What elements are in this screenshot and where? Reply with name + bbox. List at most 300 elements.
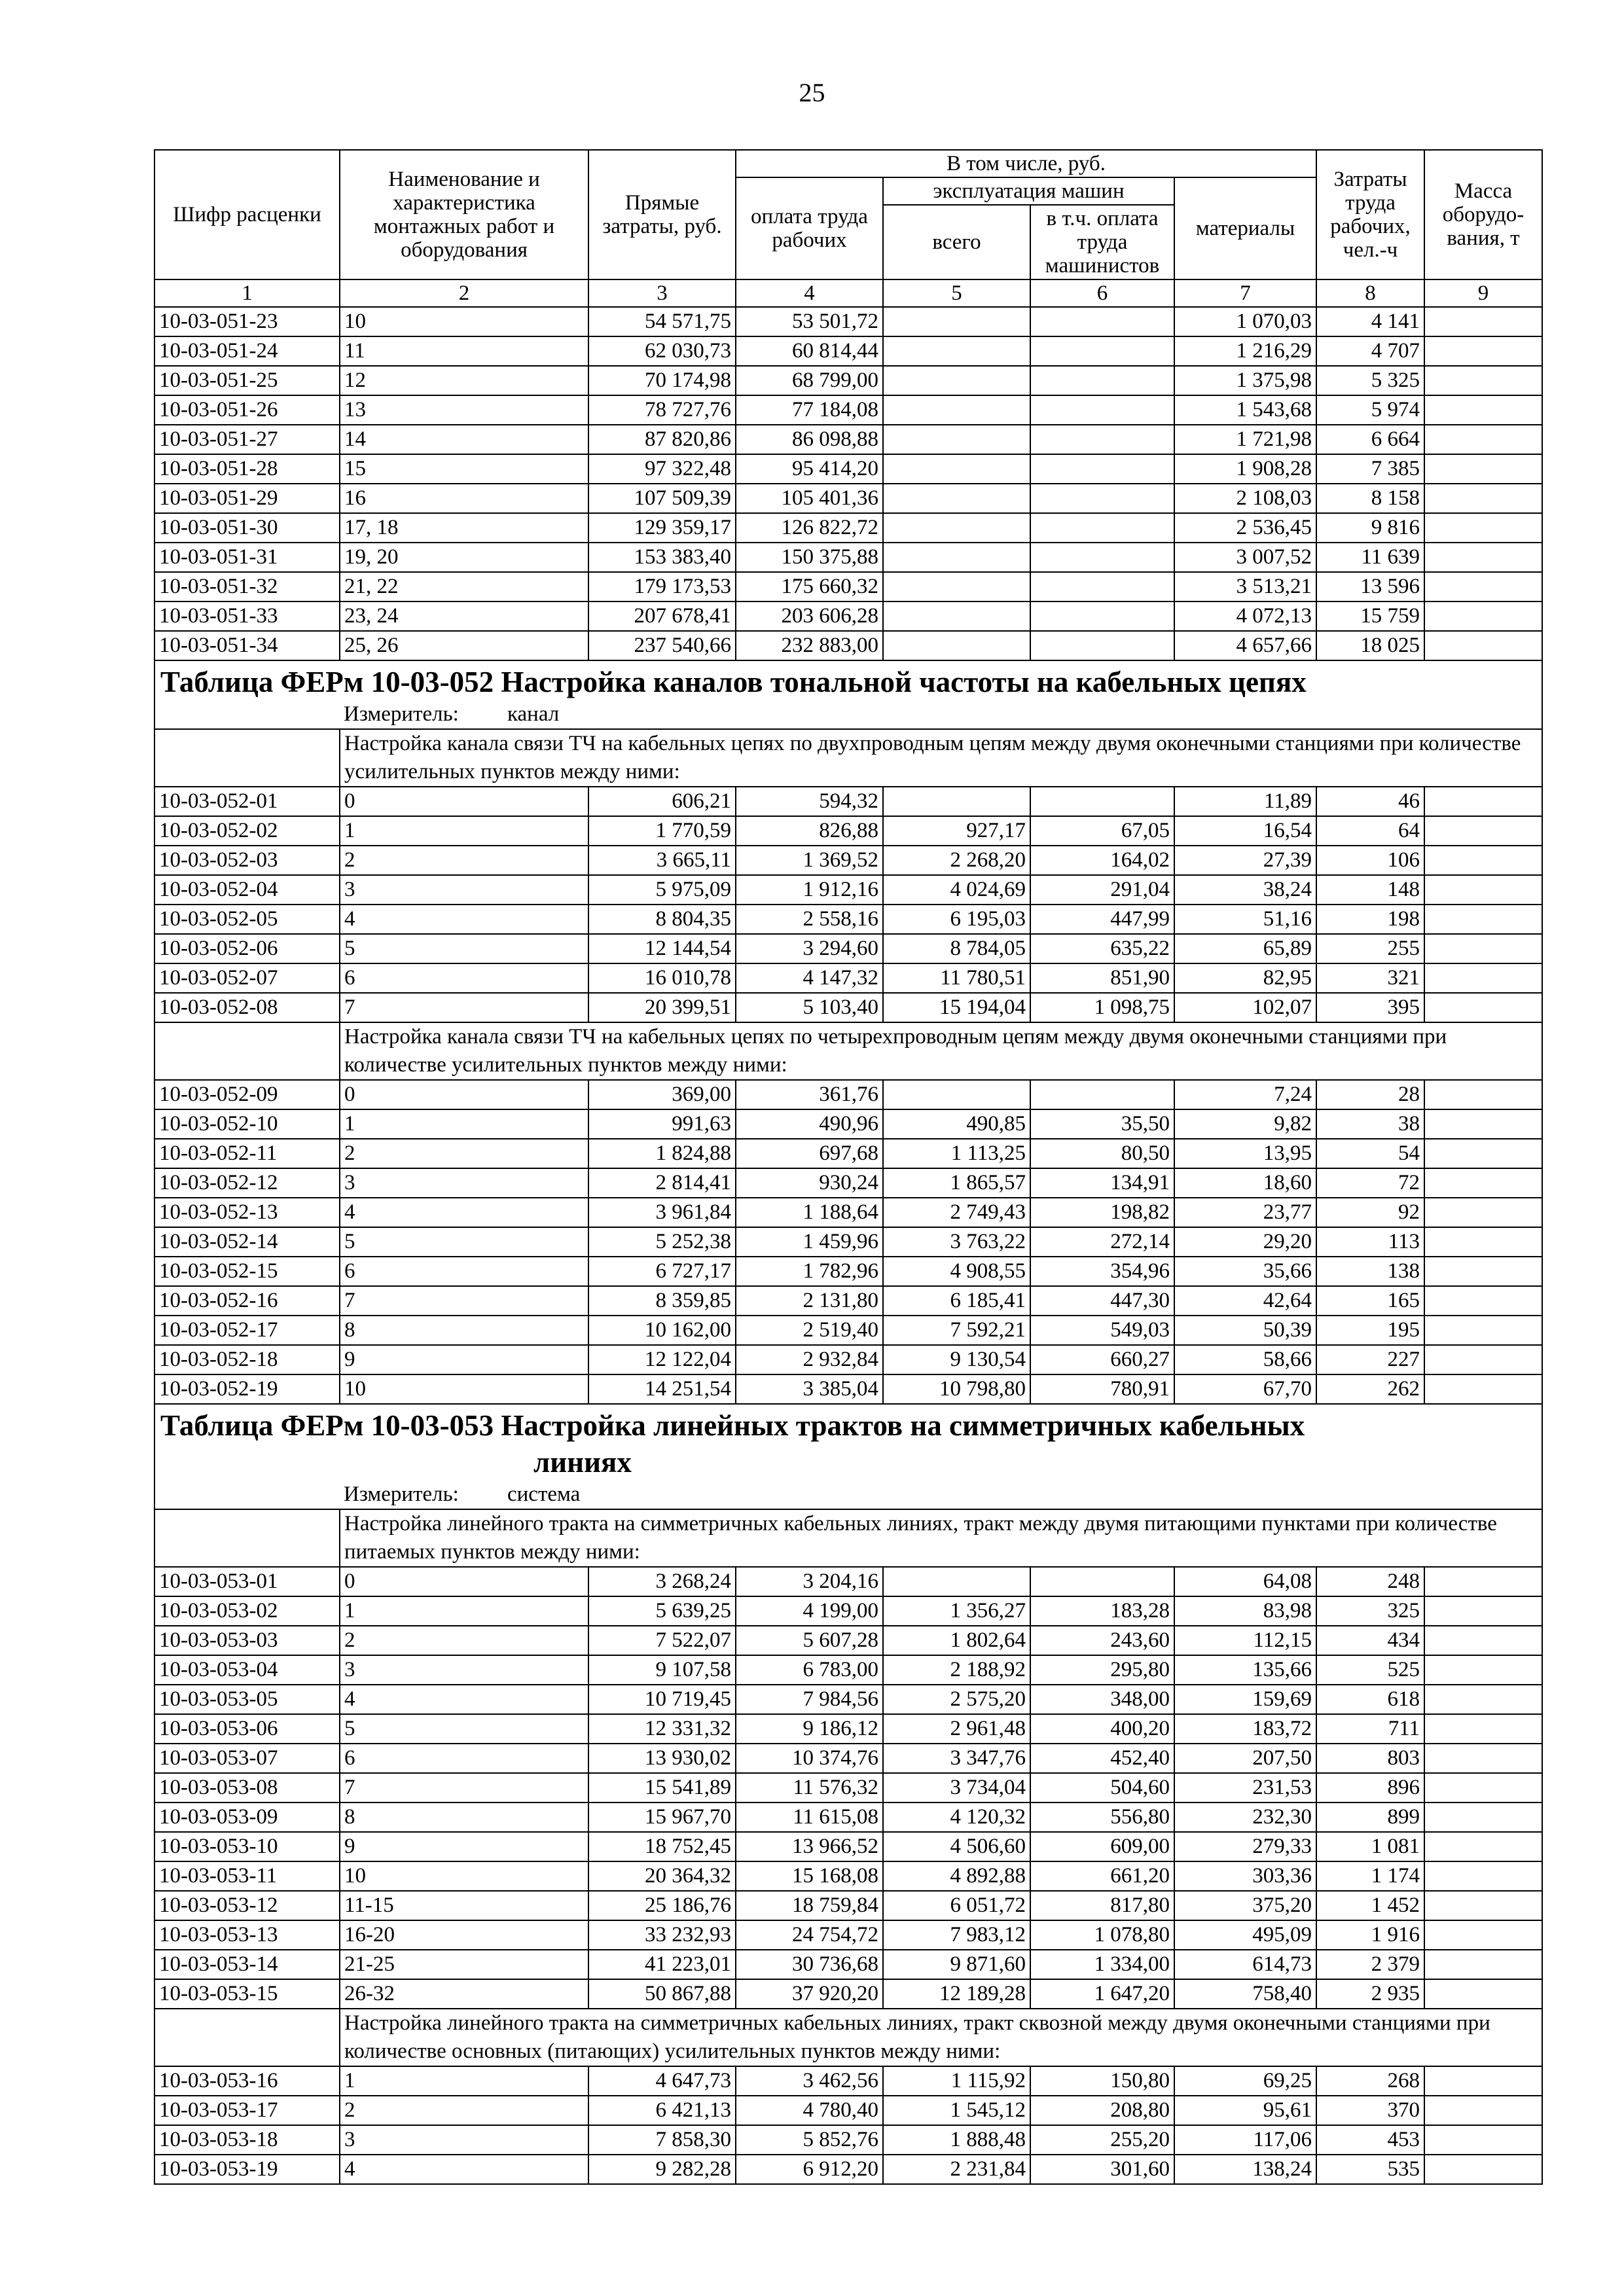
value-cell: 3 734,04 <box>883 1773 1030 1803</box>
value-cell: 8 359,85 <box>588 1286 736 1316</box>
value-cell: 51,16 <box>1174 905 1316 934</box>
value-cell: 453 <box>1316 2125 1424 2155</box>
work-characteristic: 9 <box>340 1345 588 1374</box>
table-row <box>154 1286 1542 1316</box>
value-cell <box>1424 1168 1542 1198</box>
rate-code: 10-03-052-01 <box>154 787 340 816</box>
value-cell: 826,88 <box>736 816 883 846</box>
table-row <box>154 1773 1542 1803</box>
value-cell: 4 199,00 <box>736 1596 883 1626</box>
value-cell: 11,89 <box>1174 787 1316 816</box>
rate-code: 10-03-053-18 <box>154 2125 340 2155</box>
value-cell: 495,09 <box>1174 1920 1316 1950</box>
table-body <box>154 307 1542 2184</box>
value-cell: 38 <box>1316 1109 1424 1139</box>
value-cell <box>1424 366 1542 395</box>
table-row <box>154 366 1542 395</box>
value-cell: 1 802,64 <box>883 1626 1030 1655</box>
value-cell: 8 784,05 <box>883 934 1030 963</box>
value-cell: 9 107,58 <box>588 1655 736 1685</box>
value-cell <box>1424 601 1542 631</box>
value-cell: 5 103,40 <box>736 993 883 1022</box>
value-cell <box>1030 543 1174 572</box>
value-cell: 1 113,25 <box>883 1139 1030 1168</box>
value-cell: 2 519,40 <box>736 1316 883 1345</box>
value-cell: 20 364,32 <box>588 1861 736 1891</box>
value-cell <box>1424 1567 1542 1596</box>
spacer-cell <box>154 729 340 787</box>
value-cell: 930,24 <box>736 1168 883 1198</box>
work-characteristic: 21, 22 <box>340 572 588 601</box>
value-cell: 237 540,66 <box>588 631 736 660</box>
column-number: 6 <box>1030 279 1174 307</box>
measure-label: Измеритель: <box>344 702 459 726</box>
value-cell <box>1424 631 1542 660</box>
rate-code: 10-03-053-15 <box>154 1979 340 2009</box>
value-cell <box>1424 1685 1542 1714</box>
value-cell <box>1030 601 1174 631</box>
table-row <box>154 1832 1542 1861</box>
value-cell: 3 268,24 <box>588 1567 736 1596</box>
table-row <box>154 2155 1542 2184</box>
work-characteristic: 26-32 <box>340 1979 588 2009</box>
value-cell <box>883 787 1030 816</box>
work-characteristic: 14 <box>340 425 588 454</box>
value-cell <box>1424 1714 1542 1744</box>
table-row <box>154 1626 1542 1655</box>
value-cell <box>883 484 1030 513</box>
value-cell: 660,27 <box>1030 1345 1174 1374</box>
value-cell: 92 <box>1316 1198 1424 1227</box>
value-cell <box>1030 425 1174 454</box>
value-cell: 15 967,70 <box>588 1803 736 1832</box>
value-cell: 4 647,73 <box>588 2066 736 2096</box>
value-cell: 9,82 <box>1174 1109 1316 1139</box>
rate-code: 10-03-052-05 <box>154 905 340 934</box>
table-row <box>154 816 1542 846</box>
value-cell: 2 749,43 <box>883 1198 1030 1227</box>
value-cell: 95,61 <box>1174 2096 1316 2125</box>
value-cell <box>1424 1773 1542 1803</box>
value-cell: 5 975,09 <box>588 875 736 905</box>
value-cell: 60 814,44 <box>736 336 883 366</box>
value-cell <box>1424 307 1542 336</box>
value-cell <box>883 307 1030 336</box>
value-cell: 3 763,22 <box>883 1227 1030 1257</box>
value-cell: 13,95 <box>1174 1139 1316 1168</box>
value-cell: 18 759,84 <box>736 1891 883 1920</box>
value-cell <box>1424 1803 1542 1832</box>
rate-code: 10-03-052-16 <box>154 1286 340 1316</box>
value-cell: 927,17 <box>883 816 1030 846</box>
value-cell: 594,32 <box>736 787 883 816</box>
value-cell: 105 401,36 <box>736 484 883 513</box>
value-cell: 5 974 <box>1316 395 1424 425</box>
value-cell: 37 920,20 <box>736 1979 883 2009</box>
value-cell: 195 <box>1316 1316 1424 1345</box>
value-cell <box>1424 993 1542 1022</box>
value-cell: 2 814,41 <box>588 1168 736 1198</box>
value-cell: 1 545,12 <box>883 2096 1030 2125</box>
table-row <box>154 1109 1542 1139</box>
value-cell: 248 <box>1316 1567 1424 1596</box>
value-cell: 2 575,20 <box>883 1685 1030 1714</box>
table-row <box>154 963 1542 993</box>
work-characteristic: 3 <box>340 875 588 905</box>
rate-code: 10-03-053-17 <box>154 2096 340 2125</box>
value-cell <box>883 336 1030 366</box>
value-cell: 6 664 <box>1316 425 1424 454</box>
value-cell: 1 188,64 <box>736 1198 883 1227</box>
table-row <box>154 1803 1542 1832</box>
value-cell: 12 189,28 <box>883 1979 1030 2009</box>
value-cell: 395 <box>1316 993 1424 1022</box>
value-cell: 27,39 <box>1174 846 1316 875</box>
rate-code: 10-03-053-08 <box>154 1773 340 1803</box>
work-characteristic: 7 <box>340 993 588 1022</box>
table-row <box>154 1374 1542 1404</box>
work-characteristic: 5 <box>340 1714 588 1744</box>
value-cell: 301,60 <box>1030 2155 1174 2184</box>
table-row <box>154 2096 1542 2125</box>
value-cell <box>883 366 1030 395</box>
value-cell: 758,40 <box>1174 1979 1316 2009</box>
value-cell: 1 356,27 <box>883 1596 1030 1626</box>
value-cell: 46 <box>1316 787 1424 816</box>
value-cell: 28 <box>1316 1080 1424 1109</box>
value-cell: 138,24 <box>1174 2155 1316 2184</box>
value-cell <box>1424 336 1542 366</box>
value-cell <box>1424 2155 1542 2184</box>
value-cell: 148 <box>1316 875 1424 905</box>
value-cell: 504,60 <box>1030 1773 1174 1803</box>
work-characteristic: 1 <box>340 816 588 846</box>
value-cell: 5 852,76 <box>736 2125 883 2155</box>
value-cell: 13 930,02 <box>588 1744 736 1773</box>
value-cell: 54 571,75 <box>588 307 736 336</box>
work-characteristic: 6 <box>340 963 588 993</box>
value-cell <box>1424 1861 1542 1891</box>
table-row <box>154 543 1542 572</box>
value-cell <box>1030 787 1174 816</box>
value-cell: 661,20 <box>1030 1861 1174 1891</box>
table-row <box>154 484 1542 513</box>
rate-code: 10-03-052-19 <box>154 1374 340 1404</box>
value-cell: 1 115,92 <box>883 2066 1030 2096</box>
value-cell: 3 385,04 <box>736 1374 883 1404</box>
value-cell: 817,80 <box>1030 1891 1174 1920</box>
value-cell <box>1424 2096 1542 2125</box>
value-cell <box>1424 905 1542 934</box>
value-cell: 2 108,03 <box>1174 484 1316 513</box>
value-cell: 6 421,13 <box>588 2096 736 2125</box>
value-cell: 1 908,28 <box>1174 454 1316 484</box>
value-cell <box>1030 631 1174 660</box>
rate-code: 10-03-052-03 <box>154 846 340 875</box>
value-cell: 231,53 <box>1174 1773 1316 1803</box>
value-cell: 370 <box>1316 2096 1424 2125</box>
section-description: Настройка канала связи ТЧ на кабельных цепях по двухпроводным цепям между двумя оконечными станциями при количестве усилительных пунктов между ними: <box>340 729 1542 787</box>
value-cell: 1 865,57 <box>883 1168 1030 1198</box>
rate-code: 10-03-051-28 <box>154 454 340 484</box>
value-cell: 354,96 <box>1030 1257 1174 1286</box>
value-cell: 15 759 <box>1316 601 1424 631</box>
work-characteristic: 2 <box>340 1626 588 1655</box>
table-row <box>154 601 1542 631</box>
value-cell <box>1424 1744 1542 1773</box>
value-cell <box>1424 1316 1542 1345</box>
table-row <box>154 1979 1542 2009</box>
value-cell <box>1424 934 1542 963</box>
value-cell: 18,60 <box>1174 1168 1316 1198</box>
table-title-text: Таблица ФЕРм 10-03-053 Настройка линейных трактов на симметричных кабельных <box>160 1409 1305 1442</box>
value-cell: 7 858,30 <box>588 2125 736 2155</box>
value-cell: 18 025 <box>1316 631 1424 660</box>
value-cell: 549,03 <box>1030 1316 1174 1345</box>
value-cell: 609,00 <box>1030 1832 1174 1861</box>
value-cell: 1 543,68 <box>1174 395 1316 425</box>
table-row <box>154 1685 1542 1714</box>
value-cell <box>1030 1080 1174 1109</box>
value-cell: 9 816 <box>1316 513 1424 543</box>
value-cell: 5 252,38 <box>588 1227 736 1257</box>
value-cell: 896 <box>1316 1773 1424 1803</box>
work-characteristic: 19, 20 <box>340 543 588 572</box>
value-cell: 268 <box>1316 2066 1424 2096</box>
value-cell: 10 374,76 <box>736 1744 883 1773</box>
value-cell: 207 678,41 <box>588 601 736 631</box>
value-cell: 7,24 <box>1174 1080 1316 1109</box>
value-cell <box>1424 1979 1542 2009</box>
value-cell: 2 558,16 <box>736 905 883 934</box>
rate-code: 10-03-051-27 <box>154 425 340 454</box>
value-cell: 1 081 <box>1316 1832 1424 1861</box>
work-characteristic: 7 <box>340 1286 588 1316</box>
value-cell: 16,54 <box>1174 816 1316 846</box>
table-row <box>154 1950 1542 1979</box>
value-cell <box>1030 395 1174 425</box>
value-cell: 12 331,32 <box>588 1714 736 1744</box>
value-cell: 11 780,51 <box>883 963 1030 993</box>
table-row <box>154 1920 1542 1950</box>
work-characteristic: 1 <box>340 1596 588 1626</box>
value-cell: 447,30 <box>1030 1286 1174 1316</box>
value-cell: 4 141 <box>1316 307 1424 336</box>
spacer-cell <box>154 1480 340 1509</box>
table-row <box>154 1891 1542 1920</box>
work-characteristic: 13 <box>340 395 588 425</box>
value-cell: 7 984,56 <box>736 1685 883 1714</box>
table-row <box>154 336 1542 366</box>
section-description: Настройка канала связи ТЧ на кабельных цепях по четырехпроводным цепям между двумя оконечными станциями при количестве усилительных пунктов между ними: <box>340 1022 1542 1080</box>
value-cell: 10 162,00 <box>588 1316 736 1345</box>
rate-code: 10-03-053-10 <box>154 1832 340 1861</box>
value-cell <box>1424 963 1542 993</box>
value-cell <box>1424 395 1542 425</box>
value-cell: 86 098,88 <box>736 425 883 454</box>
value-cell: 67,70 <box>1174 1374 1316 1404</box>
value-cell <box>1424 425 1542 454</box>
value-cell: 6 195,03 <box>883 905 1030 934</box>
table-row <box>154 1257 1542 1286</box>
column-number: 5 <box>883 279 1030 307</box>
value-cell <box>1030 513 1174 543</box>
work-characteristic: 21-25 <box>340 1950 588 1979</box>
value-cell: 6 051,72 <box>883 1891 1030 1920</box>
value-cell: 129 359,17 <box>588 513 736 543</box>
value-cell: 447,99 <box>1030 905 1174 934</box>
value-cell: 262 <box>1316 1374 1424 1404</box>
table-row <box>154 513 1542 543</box>
rate-code: 10-03-052-13 <box>154 1198 340 1227</box>
value-cell: 82,95 <box>1174 963 1316 993</box>
value-cell: 198,82 <box>1030 1198 1174 1227</box>
table-row <box>154 1139 1542 1168</box>
value-cell: 5 607,28 <box>736 1626 883 1655</box>
value-cell: 2 268,20 <box>883 846 1030 875</box>
value-cell: 899 <box>1316 1803 1424 1832</box>
value-cell: 18 752,45 <box>588 1832 736 1861</box>
value-cell: 3 961,84 <box>588 1198 736 1227</box>
value-cell: 107 509,39 <box>588 484 736 513</box>
value-cell: 9 871,60 <box>883 1950 1030 1979</box>
value-cell: 23,77 <box>1174 1198 1316 1227</box>
work-characteristic: 6 <box>340 1744 588 1773</box>
measure-unit <box>340 700 1542 729</box>
value-cell: 4 147,32 <box>736 963 883 993</box>
value-cell: 68 799,00 <box>736 366 883 395</box>
value-cell: 1 647,20 <box>1030 1979 1174 2009</box>
value-cell: 3 665,11 <box>588 846 736 875</box>
work-characteristic: 4 <box>340 2155 588 2184</box>
rate-code: 10-03-052-02 <box>154 816 340 846</box>
table-row <box>154 572 1542 601</box>
value-cell <box>1424 1891 1542 1920</box>
value-cell <box>1424 816 1542 846</box>
rate-code: 10-03-051-25 <box>154 366 340 395</box>
measure-value: система <box>507 1482 581 1506</box>
section-description: Настройка линейного тракта на симметричных кабельных линиях, тракт сквозной между двумя оконечными станциями при количестве основных (питающих) усилительных пунктов между ними: <box>340 2009 1542 2066</box>
work-characteristic: 10 <box>340 1861 588 1891</box>
rate-code: 10-03-053-16 <box>154 2066 340 2096</box>
page-number: 25 <box>799 78 825 107</box>
value-cell: 14 251,54 <box>588 1374 736 1404</box>
value-cell: 25 186,76 <box>588 1891 736 1920</box>
value-cell <box>883 454 1030 484</box>
value-cell: 4 707 <box>1316 336 1424 366</box>
work-characteristic: 0 <box>340 787 588 816</box>
value-cell <box>1424 2125 1542 2155</box>
value-cell <box>1030 484 1174 513</box>
value-cell: 13 596 <box>1316 572 1424 601</box>
value-cell <box>1424 1198 1542 1227</box>
value-cell: 255 <box>1316 934 1424 963</box>
value-cell <box>1424 1920 1542 1950</box>
measure-value: канал <box>507 702 560 726</box>
table-row <box>154 1080 1542 1109</box>
value-cell: 490,85 <box>883 1109 1030 1139</box>
measure-label: Измеритель: <box>344 1482 459 1506</box>
value-cell: 4 892,88 <box>883 1861 1030 1891</box>
column-number: 1 <box>154 279 340 307</box>
value-cell: 556,80 <box>1030 1803 1174 1832</box>
value-cell: 1 078,80 <box>1030 1920 1174 1950</box>
work-characteristic: 4 <box>340 1685 588 1714</box>
section-description: Настройка линейного тракта на симметричных кабельных линиях, тракт между двумя питающими пунктами при количестве питаемых пунктов между ними: <box>340 1509 1542 1567</box>
table-row <box>154 454 1542 484</box>
work-characteristic: 8 <box>340 1316 588 1345</box>
measure-unit <box>340 1480 1542 1509</box>
rate-code: 10-03-051-23 <box>154 307 340 336</box>
work-characteristic: 2 <box>340 2096 588 2125</box>
column-number: 9 <box>1424 279 1542 307</box>
value-cell: 135,66 <box>1174 1655 1316 1685</box>
value-cell: 232,30 <box>1174 1803 1316 1832</box>
column-numbers-row <box>154 279 1542 307</box>
column-number: 3 <box>588 279 736 307</box>
value-cell <box>883 513 1030 543</box>
rate-code: 10-03-053-14 <box>154 1950 340 1979</box>
value-cell <box>1424 1286 1542 1316</box>
value-cell: 35,66 <box>1174 1257 1316 1286</box>
value-cell <box>1030 307 1174 336</box>
value-cell: 2 932,84 <box>736 1345 883 1374</box>
work-characteristic: 6 <box>340 1257 588 1286</box>
value-cell: 153 383,40 <box>588 543 736 572</box>
value-cell: 3 513,21 <box>1174 572 1316 601</box>
rates-table <box>154 149 1543 2185</box>
value-cell: 7 522,07 <box>588 1626 736 1655</box>
value-cell: 3 007,52 <box>1174 543 1316 572</box>
work-characteristic: 5 <box>340 934 588 963</box>
table-row <box>154 875 1542 905</box>
value-cell: 2 935 <box>1316 1979 1424 2009</box>
value-cell: 1 369,52 <box>736 846 883 875</box>
value-cell: 134,91 <box>1030 1168 1174 1198</box>
value-cell: 8 158 <box>1316 484 1424 513</box>
rate-code: 10-03-052-09 <box>154 1080 340 1109</box>
header-mass: Масса оборудо-вания, т <box>1424 150 1542 279</box>
value-cell: 635,22 <box>1030 934 1174 963</box>
rate-code: 10-03-051-26 <box>154 395 340 425</box>
work-characteristic: 4 <box>340 905 588 934</box>
table-header <box>154 150 1542 307</box>
value-cell: 65,89 <box>1174 934 1316 963</box>
value-cell: 1 216,29 <box>1174 336 1316 366</box>
value-cell: 1 782,96 <box>736 1257 883 1286</box>
value-cell: 15 168,08 <box>736 1861 883 1891</box>
value-cell: 95 414,20 <box>736 454 883 484</box>
value-cell: 375,20 <box>1174 1891 1316 1920</box>
column-number: 8 <box>1316 279 1424 307</box>
table-row <box>154 2066 1542 2096</box>
rate-code: 10-03-053-01 <box>154 1567 340 1596</box>
header-machines: эксплуатация машин <box>883 177 1174 205</box>
value-cell <box>1424 1626 1542 1655</box>
value-cell: 15 541,89 <box>588 1773 736 1803</box>
value-cell <box>1424 1655 1542 1685</box>
value-cell: 1 916 <box>1316 1920 1424 1950</box>
rate-code: 10-03-052-12 <box>154 1168 340 1198</box>
value-cell: 42,64 <box>1174 1286 1316 1316</box>
value-cell: 10 719,45 <box>588 1685 736 1714</box>
value-cell: 97 322,48 <box>588 454 736 484</box>
value-cell: 272,14 <box>1030 1227 1174 1257</box>
work-characteristic: 11 <box>340 336 588 366</box>
work-characteristic: 0 <box>340 1567 588 1596</box>
value-cell: 369,00 <box>588 1080 736 1109</box>
value-cell <box>1424 1374 1542 1404</box>
